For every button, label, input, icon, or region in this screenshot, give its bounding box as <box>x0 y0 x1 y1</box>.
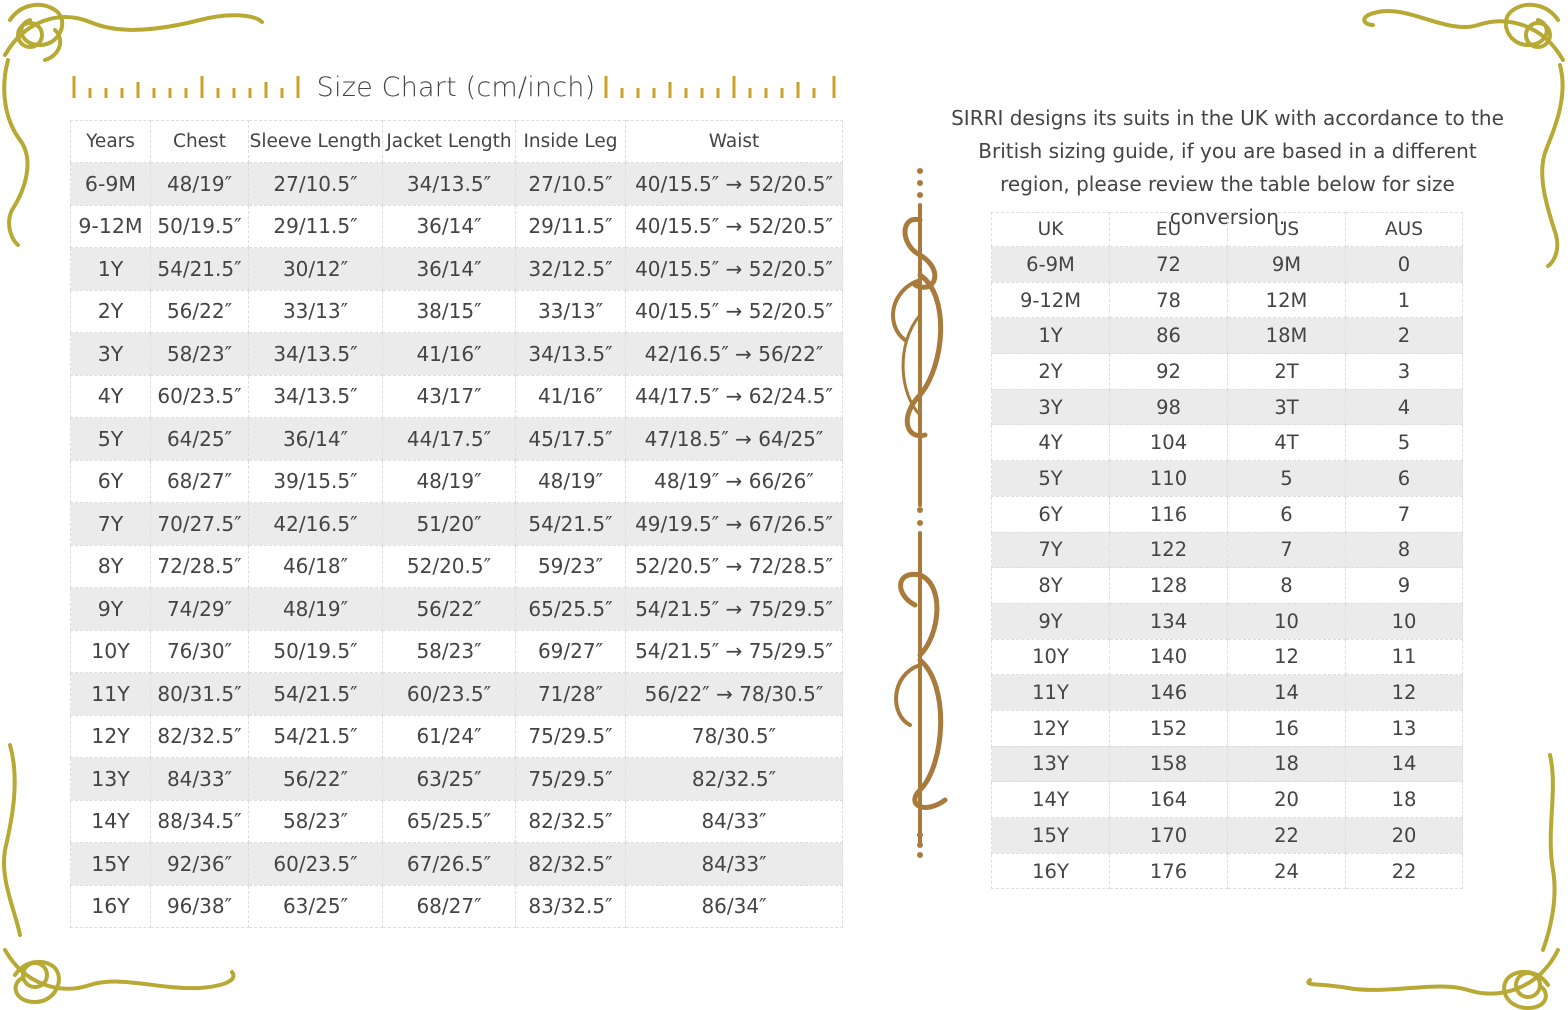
size-chart-cell: 2Y <box>71 290 151 333</box>
conversion-row <box>992 425 1463 461</box>
size-chart-row <box>71 333 843 376</box>
conversion-cell: 4T <box>1228 425 1346 461</box>
size-chart-cell: 12Y <box>71 715 151 758</box>
size-chart-row <box>71 630 843 673</box>
conversion-cell: 13 <box>1346 710 1463 746</box>
size-chart-cell: 11Y <box>71 673 151 716</box>
conversion-cell: 8 <box>1346 532 1463 568</box>
size-chart-cell: 1Y <box>71 248 151 291</box>
conversion-cell: 10 <box>1346 603 1463 639</box>
size-chart-cell: 50/19.5″ <box>151 205 249 248</box>
size-chart-row <box>71 163 843 206</box>
size-chart-cell: 65/25.5″ <box>516 588 626 631</box>
size-chart-cell: 34/13.5″ <box>249 375 383 418</box>
size-chart-cell: 33/13″ <box>249 290 383 333</box>
conversion-cell: 4Y <box>992 425 1110 461</box>
size-chart-cell: 49/19.5″ → 67/26.5″ <box>626 503 843 546</box>
conversion-cell: 16Y <box>992 853 1110 889</box>
conversion-cell: 3Y <box>992 389 1110 425</box>
conversion-cell: 152 <box>1110 710 1228 746</box>
conversion-cell: 9 <box>1346 568 1463 604</box>
conversion-cell: 1 <box>1346 282 1463 318</box>
conversion-cell: 72 <box>1110 247 1228 283</box>
conversion-cell: 5 <box>1228 461 1346 497</box>
conversion-cell: 22 <box>1346 853 1463 889</box>
conversion-cell: 12M <box>1228 282 1346 318</box>
size-chart-row <box>71 460 843 503</box>
size-chart-cell: 84/33″ <box>151 758 249 801</box>
conversion-cell: 9Y <box>992 603 1110 639</box>
conversion-cell: 6 <box>1228 496 1346 532</box>
size-chart-row <box>71 545 843 588</box>
size-chart-cell: 82/32.5″ <box>626 758 843 801</box>
conversion-header-row <box>992 213 1463 247</box>
size-chart-cell: 48/19″ <box>249 588 383 631</box>
size-chart-cell: 34/13.5″ <box>516 333 626 376</box>
size-chart-cell: 56/22″ <box>249 758 383 801</box>
conversion-cell: 2T <box>1228 354 1346 390</box>
conversion-cell: 2 <box>1346 318 1463 354</box>
conversion-cell: 134 <box>1110 603 1228 639</box>
conversion-cell: 7 <box>1228 532 1346 568</box>
sizing-note: SIRRI designs its suits in the UK with accordance to the British sizing guide, if you are based in a different region, please review the table below for size conversion. <box>951 106 1504 229</box>
conversion-cell: 7Y <box>992 532 1110 568</box>
size-chart-cell: 45/17.5″ <box>516 418 626 461</box>
size-chart-cell: 56/22″ <box>383 588 516 631</box>
size-chart-row <box>71 290 843 333</box>
conversion-cell: 12 <box>1228 639 1346 675</box>
size-chart-cell: 60/23.5″ <box>249 843 383 886</box>
size-chart-row <box>71 503 843 546</box>
size-chart-cell: 74/29″ <box>151 588 249 631</box>
size-chart-column-header: Years <box>71 121 151 163</box>
size-chart-cell: 67/26.5″ <box>383 843 516 886</box>
size-chart-cell: 54/21.5″ <box>151 248 249 291</box>
conversion-cell: 2Y <box>992 354 1110 390</box>
size-chart-cell: 40/15.5″ → 52/20.5″ <box>626 163 843 206</box>
size-chart-cell: 42/16.5″ <box>249 503 383 546</box>
page-title: Size Chart (cm/inch) <box>316 72 596 103</box>
size-chart-cell: 80/31.5″ <box>151 673 249 716</box>
conversion-row <box>992 603 1463 639</box>
conversion-column-header: AUS <box>1346 213 1463 247</box>
conversion-cell: 20 <box>1228 782 1346 818</box>
size-chart-cell: 6Y <box>71 460 151 503</box>
size-chart-row <box>71 205 843 248</box>
conversion-cell: 5 <box>1346 425 1463 461</box>
size-chart-cell: 58/23″ <box>249 800 383 843</box>
size-chart-row <box>71 843 843 886</box>
title-bar <box>70 70 842 110</box>
size-chart-cell: 63/25″ <box>383 758 516 801</box>
conversion-cell: 128 <box>1110 568 1228 604</box>
size-chart-cell: 48/19″ <box>383 460 516 503</box>
conversion-cell: 13Y <box>992 746 1110 782</box>
size-chart-cell: 34/13.5″ <box>383 163 516 206</box>
size-chart-cell: 41/16″ <box>383 333 516 376</box>
size-chart-cell: 69/27″ <box>516 630 626 673</box>
size-chart-cell: 15Y <box>71 843 151 886</box>
size-chart-cell: 84/33″ <box>626 843 843 886</box>
conversion-cell: 92 <box>1110 354 1228 390</box>
size-chart-cell: 48/19″ <box>151 163 249 206</box>
size-chart-cell: 61/24″ <box>383 715 516 758</box>
conversion-cell: 24 <box>1228 853 1346 889</box>
size-chart-cell: 10Y <box>71 630 151 673</box>
conversion-cell: 116 <box>1110 496 1228 532</box>
size-chart-body <box>71 163 843 928</box>
size-chart-table <box>70 120 843 928</box>
conversion-cell: 6Y <box>992 496 1110 532</box>
conversion-cell: 170 <box>1110 818 1228 854</box>
size-chart-cell: 44/17.5″ → 62/24.5″ <box>626 375 843 418</box>
size-chart-column-header: Sleeve Length <box>249 121 383 163</box>
size-chart-cell: 30/12″ <box>249 248 383 291</box>
conversion-row <box>992 282 1463 318</box>
conversion-cell: 11Y <box>992 675 1110 711</box>
size-chart-cell: 38/15″ <box>383 290 516 333</box>
conversion-cell: 22 <box>1228 818 1346 854</box>
conversion-cell: 16 <box>1228 710 1346 746</box>
conversion-row <box>992 710 1463 746</box>
conversion-row <box>992 818 1463 854</box>
conversion-cell: 3 <box>1346 354 1463 390</box>
size-chart-column-header: Inside Leg <box>516 121 626 163</box>
size-chart-cell: 72/28.5″ <box>151 545 249 588</box>
size-chart-cell: 82/32.5″ <box>516 843 626 886</box>
conversion-cell: 7 <box>1346 496 1463 532</box>
size-chart-cell: 75/29.5″ <box>516 715 626 758</box>
size-chart-cell: 52/20.5″ <box>383 545 516 588</box>
size-chart-row <box>71 588 843 631</box>
size-chart-cell: 44/17.5″ <box>383 418 516 461</box>
size-chart-cell: 70/27.5″ <box>151 503 249 546</box>
size-chart-cell: 71/28″ <box>516 673 626 716</box>
conversion-cell: 10Y <box>992 639 1110 675</box>
size-chart-cell: 27/10.5″ <box>249 163 383 206</box>
size-chart-cell: 92/36″ <box>151 843 249 886</box>
conversion-column-header: US <box>1228 213 1346 247</box>
conversion-cell: 1Y <box>992 318 1110 354</box>
size-chart-cell: 48/19″ <box>516 460 626 503</box>
size-conversion-table <box>991 212 1463 889</box>
size-chart-cell: 4Y <box>71 375 151 418</box>
conversion-cell: 4 <box>1346 389 1463 425</box>
size-chart-cell: 56/22″ → 78/30.5″ <box>626 673 843 716</box>
size-chart-cell: 16Y <box>71 885 151 928</box>
conversion-row <box>992 532 1463 568</box>
size-chart-cell: 82/32.5″ <box>151 715 249 758</box>
conversion-cell: 18 <box>1346 782 1463 818</box>
size-chart-cell: 29/11.5″ <box>516 205 626 248</box>
size-chart-cell: 9-12M <box>71 205 151 248</box>
conversion-cell: 3T <box>1228 389 1346 425</box>
size-chart-header-row <box>71 121 843 163</box>
conversion-cell: 176 <box>1110 853 1228 889</box>
size-chart-cell: 84/33″ <box>626 800 843 843</box>
conversion-row <box>992 247 1463 283</box>
size-chart-cell: 14Y <box>71 800 151 843</box>
size-chart-cell: 59/23″ <box>516 545 626 588</box>
size-chart-cell: 60/23.5″ <box>383 673 516 716</box>
conversion-column-header: UK <box>992 213 1110 247</box>
conversion-cell: 18 <box>1228 746 1346 782</box>
conversion-cell: 78 <box>1110 282 1228 318</box>
conversion-cell: 10 <box>1228 603 1346 639</box>
size-chart-cell: 54/21.5″ <box>249 673 383 716</box>
conversion-cell: 104 <box>1110 425 1228 461</box>
size-chart-cell: 54/21.5″ → 75/29.5″ <box>626 588 843 631</box>
conversion-row <box>992 568 1463 604</box>
conversion-cell: 146 <box>1110 675 1228 711</box>
size-chart-cell: 9Y <box>71 588 151 631</box>
conversion-cell: 140 <box>1110 639 1228 675</box>
size-chart-cell: 40/15.5″ → 52/20.5″ <box>626 205 843 248</box>
size-chart-cell: 76/30″ <box>151 630 249 673</box>
conversion-cell: 122 <box>1110 532 1228 568</box>
conversion-cell: 9M <box>1228 247 1346 283</box>
size-chart-cell: 54/21.5″ → 75/29.5″ <box>626 630 843 673</box>
size-chart-cell: 39/15.5″ <box>249 460 383 503</box>
size-chart-cell: 42/16.5″ → 56/22″ <box>626 333 843 376</box>
conversion-column-header: EU <box>1110 213 1228 247</box>
conversion-cell: 20 <box>1346 818 1463 854</box>
size-chart-row <box>71 758 843 801</box>
size-chart-row <box>71 418 843 461</box>
conversion-row <box>992 461 1463 497</box>
size-chart-cell: 54/21.5″ <box>249 715 383 758</box>
size-chart-cell: 40/15.5″ → 52/20.5″ <box>626 248 843 291</box>
size-chart-cell: 7Y <box>71 503 151 546</box>
size-chart-row <box>71 248 843 291</box>
conversion-cell: 9-12M <box>992 282 1110 318</box>
conversion-row <box>992 496 1463 532</box>
conversion-cell: 0 <box>1346 247 1463 283</box>
conversion-cell: 14Y <box>992 782 1110 818</box>
conversion-cell: 14 <box>1346 746 1463 782</box>
size-chart-column-header: Waist <box>626 121 843 163</box>
conversion-cell: 12 <box>1346 675 1463 711</box>
size-chart-cell: 96/38″ <box>151 885 249 928</box>
size-chart-cell: 40/15.5″ → 52/20.5″ <box>626 290 843 333</box>
size-chart-cell: 68/27″ <box>383 885 516 928</box>
size-chart-cell: 8Y <box>71 545 151 588</box>
size-chart-column-header: Jacket Length <box>383 121 516 163</box>
size-chart-cell: 63/25″ <box>249 885 383 928</box>
conversion-row <box>992 853 1463 889</box>
size-chart-cell: 82/32.5″ <box>516 800 626 843</box>
conversion-cell: 12Y <box>992 710 1110 746</box>
size-chart-cell: 46/18″ <box>249 545 383 588</box>
conversion-cell: 8 <box>1228 568 1346 604</box>
size-chart-cell: 83/32.5″ <box>516 885 626 928</box>
size-chart-cell: 36/14″ <box>383 248 516 291</box>
conversion-body <box>992 247 1463 889</box>
right-ruler-icon <box>604 76 840 98</box>
conversion-cell: 11 <box>1346 639 1463 675</box>
size-chart-cell: 48/19″ → 66/26″ <box>626 460 843 503</box>
size-chart-cell: 34/13.5″ <box>249 333 383 376</box>
conversion-row <box>992 746 1463 782</box>
size-chart-row <box>71 715 843 758</box>
conversion-cell: 110 <box>1110 461 1228 497</box>
size-chart-row <box>71 885 843 928</box>
conversion-cell: 158 <box>1110 746 1228 782</box>
conversion-row <box>992 782 1463 818</box>
size-chart-cell: 52/20.5″ → 72/28.5″ <box>626 545 843 588</box>
conversion-cell: 14 <box>1228 675 1346 711</box>
size-chart-cell: 43/17″ <box>383 375 516 418</box>
size-chart-cell: 13Y <box>71 758 151 801</box>
conversion-row <box>992 639 1463 675</box>
size-chart-cell: 51/20″ <box>383 503 516 546</box>
conversion-cell: 86 <box>1110 318 1228 354</box>
conversion-row <box>992 675 1463 711</box>
size-chart-cell: 36/14″ <box>249 418 383 461</box>
size-chart-cell: 86/34″ <box>626 885 843 928</box>
size-chart-cell: 58/23″ <box>151 333 249 376</box>
size-chart-cell: 27/10.5″ <box>516 163 626 206</box>
size-chart-cell: 64/25″ <box>151 418 249 461</box>
size-chart-cell: 56/22″ <box>151 290 249 333</box>
size-chart-cell: 78/30.5″ <box>626 715 843 758</box>
conversion-row <box>992 318 1463 354</box>
conversion-cell: 5Y <box>992 461 1110 497</box>
size-chart-cell: 88/34.5″ <box>151 800 249 843</box>
size-chart-cell: 65/25.5″ <box>383 800 516 843</box>
conversion-row <box>992 354 1463 390</box>
size-chart-cell: 58/23″ <box>383 630 516 673</box>
size-chart-cell: 5Y <box>71 418 151 461</box>
size-chart-cell: 60/23.5″ <box>151 375 249 418</box>
conversion-cell: 18M <box>1228 318 1346 354</box>
size-chart-cell: 29/11.5″ <box>249 205 383 248</box>
size-chart-column-header: Chest <box>151 121 249 163</box>
size-chart-cell: 50/19.5″ <box>249 630 383 673</box>
size-chart-cell: 6-9M <box>71 163 151 206</box>
conversion-cell: 164 <box>1110 782 1228 818</box>
size-chart-cell: 54/21.5″ <box>516 503 626 546</box>
size-chart-cell: 33/13″ <box>516 290 626 333</box>
conversion-cell: 15Y <box>992 818 1110 854</box>
conversion-row <box>992 389 1463 425</box>
scroll-divider-icon <box>875 165 965 865</box>
size-chart-cell: 47/18.5″ → 64/25″ <box>626 418 843 461</box>
size-chart-row <box>71 800 843 843</box>
size-chart-cell: 41/16″ <box>516 375 626 418</box>
size-chart-row <box>71 673 843 716</box>
conversion-cell: 98 <box>1110 389 1228 425</box>
conversion-cell: 6 <box>1346 461 1463 497</box>
size-chart-cell: 32/12.5″ <box>516 248 626 291</box>
size-chart-cell: 68/27″ <box>151 460 249 503</box>
size-chart-row <box>71 375 843 418</box>
conversion-cell: 6-9M <box>992 247 1110 283</box>
size-chart-cell: 3Y <box>71 333 151 376</box>
conversion-cell: 8Y <box>992 568 1110 604</box>
size-chart-cell: 75/29.5″ <box>516 758 626 801</box>
size-chart-cell: 36/14″ <box>383 205 516 248</box>
